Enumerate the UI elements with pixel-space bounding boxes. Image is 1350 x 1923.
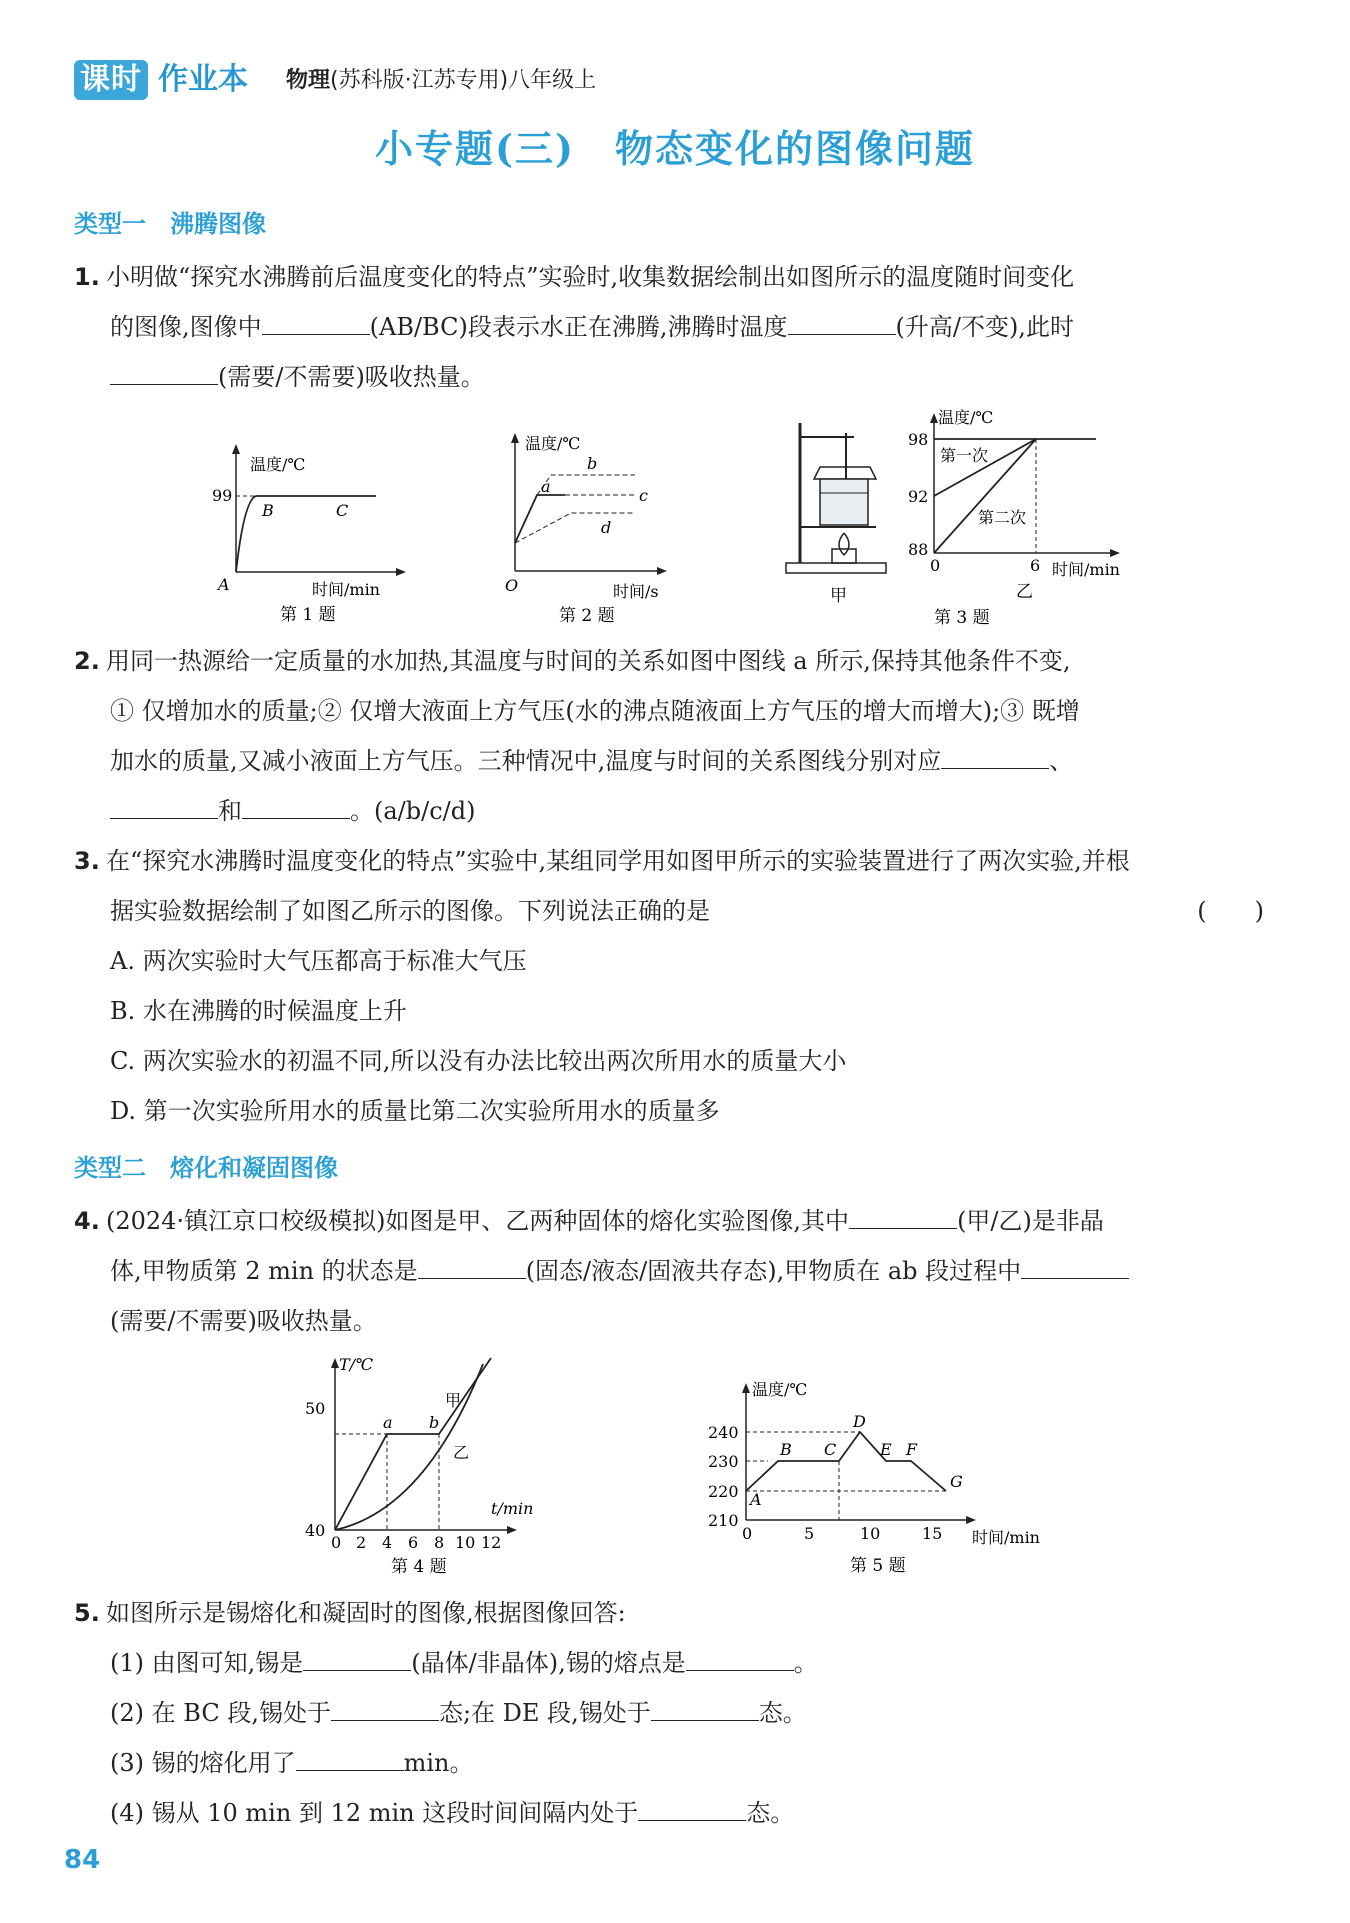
fig3-jia-label: 甲 (830, 586, 847, 605)
q1-line1: 小明做“探究水沸腾前后温度变化的特点”实验时,收集数据绘制出如图所示的温度随时间变化 (106, 263, 1075, 291)
answer-blank[interactable] (788, 312, 896, 335)
figure-4 (295, 1350, 555, 1580)
brand-logo: 课时 (74, 60, 148, 100)
fig1-xlabel: 时间/min (312, 580, 380, 599)
q3-option-b[interactable]: B. 水在沸腾的时候温度上升 (110, 997, 407, 1025)
fig4-label-a: a (383, 1413, 393, 1432)
q5-s1c: 。 (793, 1649, 818, 1677)
fig5-caption: 第 5 题 (850, 1556, 906, 1576)
fig1-caption: 第 1 题 (280, 605, 336, 625)
q1-number: 1. (74, 263, 100, 291)
question-2 (74, 636, 1264, 836)
figure-5 (700, 1375, 1070, 1580)
fig3-y-arrow (930, 413, 938, 423)
fig3-caption: 第 3 题 (934, 608, 990, 628)
fig3-x0: 0 (930, 556, 941, 575)
fig4-label-b: b (429, 1413, 440, 1432)
section-heading-2: 类型二 熔化和凝固图像 (74, 1154, 338, 1182)
q4-line1a: (2024·镇江京口校级模拟)如图是甲、乙两种固体的熔化实验图像,其中 (106, 1207, 850, 1235)
q3-option-d[interactable]: D. 第一次实验所用水的质量比第二次实验所用水的质量多 (110, 1097, 720, 1125)
fig5-ytick: 220 (708, 1482, 739, 1501)
q4-line1b: (甲/乙)是非晶 (957, 1207, 1104, 1235)
fig4-xtick: 2 (356, 1533, 367, 1552)
fig3-y88: 88 (908, 540, 929, 559)
fig5-point-C: C (824, 1440, 837, 1459)
question-3 (74, 836, 1264, 936)
q5-s2b: 态;在 DE 段,锡处于 (438, 1699, 651, 1727)
fig5-ytick: 240 (708, 1423, 739, 1442)
q5-number: 5. (74, 1599, 100, 1627)
fig1-point-C: C (336, 501, 349, 520)
q3-option-c[interactable]: C. 两次实验水的初温不同,所以没有办法比较出两次所用水的质量大小 (110, 1047, 847, 1075)
figure-3-apparatus (780, 415, 900, 605)
fig4-y40: 40 (305, 1521, 326, 1540)
answer-choice-box[interactable]: ( ) (1197, 897, 1264, 925)
question-4 (74, 1196, 1264, 1346)
fig2-xlabel: 时间/s (613, 582, 659, 601)
fig4-y50: 50 (305, 1399, 326, 1418)
fig3-label-second: 第二次 (978, 508, 1027, 527)
beaker-icon (820, 479, 868, 525)
page-title: 小专题(三) 物态变化的图像问题 (375, 126, 975, 171)
q2-line2: ① 仅增加水的质量;② 仅增大液面上方气压(水的沸点随液面上方气压的增大而增大);③ 既增 (110, 697, 1080, 725)
answer-blank[interactable] (418, 1256, 526, 1279)
page-number: 84 (64, 1845, 101, 1875)
answer-blank[interactable] (303, 1648, 411, 1671)
answer-blank[interactable] (262, 312, 370, 335)
fig2-y-arrow (511, 433, 519, 443)
q1-line2c: (升高/不变),此时 (895, 313, 1074, 341)
q4-line2b: (固态/液态/固液共存态),甲物质在 ab 段过程中 (525, 1257, 1022, 1285)
q5-s3a: (3) 锡的熔化用了 (110, 1749, 296, 1777)
fig2-line-b (537, 475, 635, 495)
fig2-ylabel: 温度/℃ (525, 434, 581, 453)
q5-s2a: (2) 在 BC 段,锡处于 (110, 1699, 331, 1727)
fig4-label-yi: 乙 (453, 1443, 470, 1462)
q1-line2a: 的图像,图像中 (110, 313, 262, 341)
q5-s1a: (1) 由图可知,锡是 (110, 1649, 304, 1677)
fig5-x-arrow (966, 1516, 976, 1524)
fig5-xtick: 15 (922, 1524, 943, 1543)
q2-line3: 加水的质量,又减小液面上方气压。三种情况中,温度与时间的关系图线分别对应 (110, 747, 942, 775)
answer-blank[interactable] (1021, 1256, 1129, 1279)
q5-s2c: 态。 (758, 1699, 807, 1727)
flame-icon (839, 533, 849, 555)
fig5-point-G: G (950, 1472, 963, 1491)
book-subtitle (286, 66, 596, 96)
fig5-point-F: F (906, 1440, 918, 1459)
q5-s3b: min。 (403, 1749, 474, 1777)
fig5-ylabel: 温度/℃ (752, 1380, 808, 1399)
q2-line3-end: 、 (1049, 747, 1074, 775)
figure-2 (495, 425, 695, 625)
fig4-xlabel: t/min (491, 1499, 534, 1518)
question-1 (74, 252, 1264, 402)
fig1-x-arrow (396, 568, 406, 576)
q3-option-a[interactable]: A. 两次实验时大气压都高于标准大气压 (110, 947, 527, 975)
q3-line2: 据实验数据绘制了如图乙所示的图像。下列说法正确的是 (110, 897, 710, 925)
q1-line3: (需要/不需要)吸收热量。 (218, 363, 485, 391)
q3-line1: 在“探究水沸腾时温度变化的特点”实验中,某组同学用如图甲所示的实验装置进行了两次实验,并根 (106, 847, 1130, 875)
section-heading-1: 类型一 沸腾图像 (74, 210, 266, 238)
q5-s1b: (晶体/非晶体),锡的熔点是 (411, 1649, 686, 1677)
q2-number: 2. (74, 647, 100, 675)
fig1-point-B: B (262, 501, 274, 520)
answer-blank[interactable] (242, 796, 350, 819)
fig4-xtick: 0 (331, 1533, 342, 1552)
fig5-point-D: D (853, 1412, 866, 1431)
fig5-xtick: 5 (804, 1524, 815, 1543)
fig2-origin: O (505, 576, 519, 595)
q2-line1: 用同一热源给一定质量的水加热,其温度与时间的关系如图中图线 a 所示,保持其他条件不变, (106, 647, 1071, 675)
fig5-xtick: 0 (742, 1524, 753, 1543)
edition: (苏科版·江苏专用)八年级上 (330, 68, 597, 93)
fig4-xtick: 12 (481, 1533, 502, 1552)
fig2-caption: 第 2 题 (559, 606, 615, 625)
fig5-point-B: B (780, 1440, 792, 1459)
fig3-label-first: 第一次 (940, 446, 989, 465)
fig1-ylabel: 温度/℃ (250, 455, 306, 474)
fig4-y-arrow (331, 1358, 339, 1368)
q4-line2a: 体,甲物质第 2 min 的状态是 (110, 1257, 418, 1285)
fig3-x-arrow (1110, 549, 1120, 557)
fig5-xlabel: 时间/min (972, 1528, 1040, 1547)
fig3-xlabel: 时间/min (1052, 560, 1120, 579)
q2-line4b: 和 (218, 797, 242, 825)
q4-line3: (需要/不需要)吸收热量。 (110, 1307, 377, 1335)
fig4-xtick: 10 (455, 1533, 476, 1552)
fig4-label-jia: 甲 (445, 1391, 462, 1410)
figure-3-chart (900, 405, 1150, 630)
fig3-ylabel: 温度/℃ (938, 408, 994, 427)
fig4-x-arrow (507, 1526, 517, 1534)
subject: 物理 (286, 68, 331, 93)
answer-blank[interactable] (110, 796, 218, 819)
q3-number: 3. (74, 847, 100, 875)
fig3-yi-label: 乙 (1016, 582, 1033, 602)
answer-blank[interactable] (110, 362, 218, 385)
fig2-line-a (515, 495, 565, 543)
answer-blank[interactable] (638, 1798, 746, 1821)
fig5-point-E: E (880, 1440, 892, 1459)
answer-blank[interactable] (651, 1698, 759, 1721)
q1-line2b: (AB/BC)段表示水正在沸腾,沸腾时温度 (369, 313, 788, 341)
question-5 (74, 1588, 1264, 1838)
fig2-label-b: b (587, 454, 598, 473)
fig2-x-arrow (657, 567, 667, 575)
fig5-ytick: 210 (708, 1511, 739, 1530)
fig4-caption: 第 4 题 (391, 1557, 447, 1577)
fig2-label-a: a (541, 477, 551, 496)
fig2-line-d (515, 513, 635, 543)
fig1-y99: 99 (212, 486, 233, 505)
answer-blank[interactable] (941, 746, 1049, 769)
fig3-y92: 92 (908, 487, 929, 506)
q5-s4b: 态。 (746, 1799, 795, 1827)
q4-number: 4. (74, 1207, 100, 1235)
q5-intro: 如图所示是锡熔化和凝固时的图像,根据图像回答: (106, 1599, 626, 1627)
fig1-point-A: A (218, 575, 230, 594)
base-plate (786, 563, 886, 573)
fig2-label-d: d (601, 518, 612, 537)
fig5-xtick: 10 (860, 1524, 881, 1543)
q2-line4c: 。(a/b/c/d) (350, 797, 476, 825)
fig4-ylabel: T/℃ (339, 1355, 373, 1374)
book-name: 作业本 (158, 62, 248, 97)
answer-blank[interactable] (331, 1698, 439, 1721)
q5-s4a: (4) 锡从 10 min 到 12 min 这段时间间隔内处于 (110, 1799, 639, 1827)
fig4-xtick: 4 (382, 1533, 393, 1552)
answer-blank[interactable] (296, 1748, 404, 1771)
fig4-xtick: 6 (408, 1533, 419, 1552)
fig5-point-A: A (750, 1490, 762, 1509)
fig4-xtick: 8 (434, 1533, 445, 1552)
fig3-y98: 98 (908, 430, 929, 449)
fig3-x6: 6 (1030, 556, 1041, 575)
fig5-y-arrow (742, 1383, 750, 1393)
fig2-label-c: c (639, 486, 648, 505)
figure-1 (200, 440, 420, 625)
answer-blank[interactable] (849, 1206, 957, 1229)
answer-blank[interactable] (686, 1648, 794, 1671)
fig1-y-arrow (232, 444, 240, 454)
fig1-curve (236, 496, 376, 572)
fig5-ytick: 230 (708, 1452, 739, 1471)
